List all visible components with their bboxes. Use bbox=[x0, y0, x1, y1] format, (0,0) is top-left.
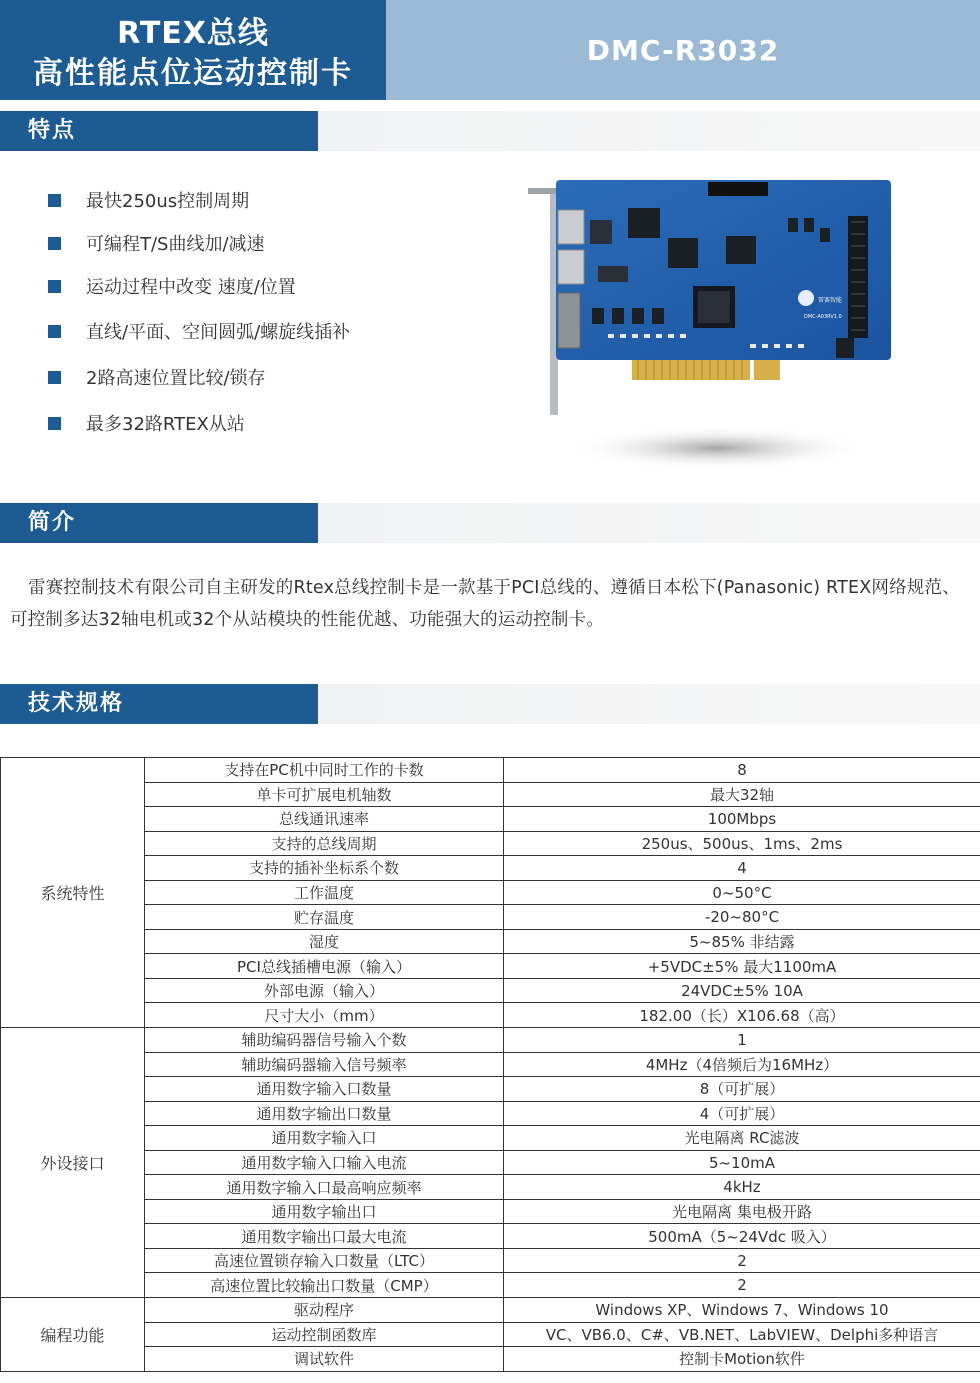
spec-value: 24VDC±5% 10A bbox=[504, 978, 980, 1003]
spec-param: 通用数字输入口输入电流 bbox=[145, 1150, 504, 1175]
spec-value: 5~10mA bbox=[504, 1150, 980, 1175]
spec-param: 调试软件 bbox=[145, 1347, 504, 1372]
spec-value: 光电隔离 RC滤波 bbox=[504, 1126, 980, 1151]
spec-param: 通用数字输出口 bbox=[145, 1199, 504, 1224]
spec-group-label: 编程功能 bbox=[1, 1298, 145, 1372]
table-row bbox=[1, 1175, 980, 1200]
table-row bbox=[1, 1101, 980, 1126]
spec-value: 5~85% 非结露 bbox=[504, 929, 980, 954]
spec-param: 湿度 bbox=[145, 929, 504, 954]
spec-value: 2 bbox=[504, 1273, 980, 1298]
bullet-square-icon bbox=[48, 325, 61, 338]
spec-value: 1 bbox=[504, 1028, 980, 1053]
bullet-square-icon bbox=[48, 194, 61, 207]
intro-paragraph: 雷赛控制技术有限公司自主研发的Rtex总线控制卡是一款基于PCI总线的、遵循日本松下(Panasonic) RTEX网络规范、可控制多达32轴电机或32个从站模块的性能优越、功能强大的运动控制卡。 bbox=[10, 578, 960, 630]
board-model-text: DMC-A03RV1.0 bbox=[804, 314, 842, 320]
table-row bbox=[1, 758, 980, 783]
bullet-square-icon bbox=[48, 237, 61, 250]
feature-text: 可编程T/S曲线加/减速 bbox=[86, 234, 265, 255]
spec-param: 支持的总线周期 bbox=[145, 831, 504, 856]
header-model: DMC-R3032 bbox=[586, 33, 780, 67]
page-header bbox=[0, 0, 980, 100]
spec-param: 通用数字输入口最高响应频率 bbox=[145, 1175, 504, 1200]
spec-value: -20~80°C bbox=[504, 905, 980, 930]
table-row bbox=[1, 1077, 980, 1102]
table-row bbox=[1, 1003, 980, 1028]
spec-value: 8（可扩展） bbox=[504, 1077, 980, 1102]
table-row bbox=[1, 831, 980, 856]
spec-value: 500mA（5~24Vdc 吸入） bbox=[504, 1224, 980, 1249]
spec-value: VC、VB6.0、C#、VB.NET、LabVIEW、Delphi多种语言 bbox=[504, 1322, 980, 1347]
spec-value: 250us、500us、1ms、2ms bbox=[504, 831, 980, 856]
spec-param: 驱动程序 bbox=[145, 1298, 504, 1323]
feature-item bbox=[48, 319, 350, 343]
spec-value: 4MHz（4倍频后为16MHz） bbox=[504, 1052, 980, 1077]
table-row bbox=[1, 1347, 980, 1372]
table-row bbox=[1, 880, 980, 905]
table-row bbox=[1, 1224, 980, 1249]
spec-param: 通用数字输出口数量 bbox=[145, 1101, 504, 1126]
feature-text: 最快250us控制周期 bbox=[86, 191, 250, 212]
table-row bbox=[1, 1298, 980, 1323]
spec-value: +5VDC±5% 最大1100mA bbox=[504, 954, 980, 979]
product-board-image bbox=[528, 178, 898, 478]
spec-value: 4（可扩展） bbox=[504, 1101, 980, 1126]
spec-param: 辅助编码器输入信号频率 bbox=[145, 1052, 504, 1077]
features-section-bar bbox=[0, 111, 980, 151]
spec-value: 光电隔离 集电极开路 bbox=[504, 1199, 980, 1224]
pci-card-illustration bbox=[528, 178, 898, 478]
spec-value: 控制卡Motion软件 bbox=[504, 1347, 980, 1372]
intro-section-bar bbox=[0, 503, 980, 543]
spec-param: 尺寸大小（mm） bbox=[145, 1003, 504, 1028]
feature-text: 最多32路RTEX从站 bbox=[86, 414, 245, 435]
spec-param: 辅助编码器信号输入个数 bbox=[145, 1028, 504, 1053]
feature-item bbox=[48, 231, 265, 255]
board-brand-text: 雷赛智能 bbox=[818, 297, 843, 304]
spec-param: PCI总线插槽电源（输入） bbox=[145, 954, 504, 979]
spec-value: 182.00（长）X106.68（高） bbox=[504, 1003, 980, 1028]
feature-text: 直线/平面、空间圆弧/螺旋线插补 bbox=[86, 322, 351, 343]
spec-param: 外部电源（输入） bbox=[145, 978, 504, 1003]
table-row bbox=[1, 929, 980, 954]
table-row bbox=[1, 1248, 980, 1273]
spec-param: 支持的插补坐标系个数 bbox=[145, 856, 504, 881]
spec-group-label: 系统特性 bbox=[1, 758, 145, 1028]
bullet-square-icon bbox=[48, 371, 61, 384]
feature-item bbox=[48, 411, 245, 435]
spec-param: 通用数字输入口数量 bbox=[145, 1077, 504, 1102]
specs-section-bar bbox=[0, 684, 980, 724]
features-section-label: 特点 bbox=[0, 111, 318, 151]
table-row bbox=[1, 1273, 980, 1298]
table-row bbox=[1, 1052, 980, 1077]
header-title-line2: 高性能点位运动控制卡 bbox=[33, 56, 353, 91]
spec-param: 单卡可扩展电机轴数 bbox=[145, 782, 504, 807]
feature-item bbox=[48, 274, 296, 298]
feature-text: 运动过程中改变 速度/位置 bbox=[86, 277, 296, 298]
feature-item bbox=[48, 365, 266, 389]
spec-param: 高速位置锁存输入口数量（LTC） bbox=[145, 1248, 504, 1273]
spec-param: 高速位置比较输出口数量（CMP） bbox=[145, 1273, 504, 1298]
spec-param: 支持在PC机中同时工作的卡数 bbox=[145, 758, 504, 783]
table-row bbox=[1, 954, 980, 979]
table-row bbox=[1, 1322, 980, 1347]
feature-item bbox=[48, 188, 249, 212]
table-row bbox=[1, 1199, 980, 1224]
spec-value: 2 bbox=[504, 1248, 980, 1273]
spec-param: 通用数字输出口最大电流 bbox=[145, 1224, 504, 1249]
table-row bbox=[1, 978, 980, 1003]
table-row bbox=[1, 807, 980, 832]
table-row bbox=[1, 856, 980, 881]
spec-table bbox=[0, 757, 980, 1372]
spec-value: 0~50°C bbox=[504, 880, 980, 905]
spec-value: 8 bbox=[504, 758, 980, 783]
intro-section-label: 简介 bbox=[0, 503, 318, 543]
spec-param: 通用数字输入口 bbox=[145, 1126, 504, 1151]
spec-param: 工作温度 bbox=[145, 880, 504, 905]
spec-param: 总线通讯速率 bbox=[145, 807, 504, 832]
spec-value: 100Mbps bbox=[504, 807, 980, 832]
header-title-block bbox=[0, 0, 386, 100]
spec-value: 最大32轴 bbox=[504, 782, 980, 807]
feature-text: 2路高速位置比较/锁存 bbox=[86, 368, 266, 389]
table-row bbox=[1, 1126, 980, 1151]
specs-section-label: 技术规格 bbox=[0, 684, 318, 724]
spec-param: 运动控制函数库 bbox=[145, 1322, 504, 1347]
bullet-square-icon bbox=[48, 417, 61, 430]
table-row bbox=[1, 905, 980, 930]
spec-value: 4 bbox=[504, 856, 980, 881]
table-row bbox=[1, 1150, 980, 1175]
spec-value: Windows XP、Windows 7、Windows 10 bbox=[504, 1298, 980, 1323]
spec-value: 4kHz bbox=[504, 1175, 980, 1200]
bullet-square-icon bbox=[48, 280, 61, 293]
table-row bbox=[1, 782, 980, 807]
table-row bbox=[1, 1028, 980, 1053]
header-title-line1: RTEX总线 bbox=[117, 16, 269, 51]
spec-group-label: 外设接口 bbox=[1, 1028, 145, 1298]
spec-param: 贮存温度 bbox=[145, 905, 504, 930]
